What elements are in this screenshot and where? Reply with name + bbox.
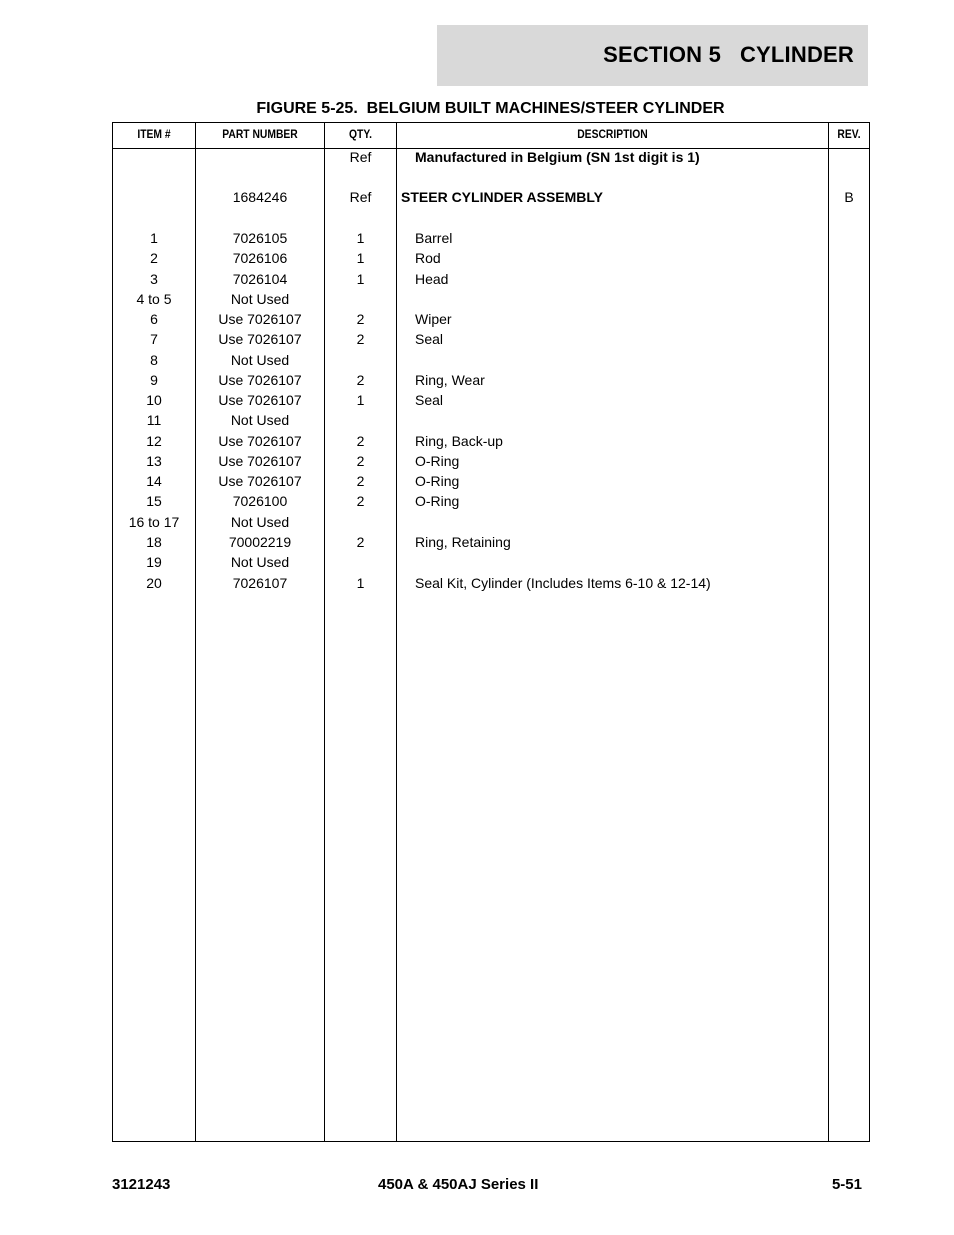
part-number-cell: 7026104 [232, 271, 288, 287]
description-cell: Ring, Back-up [415, 433, 503, 449]
qty-cell: 2 [356, 473, 365, 489]
qty-cell: 2 [356, 331, 365, 347]
part-number-cell: Use 7026107 [218, 331, 302, 347]
description-cell: Seal Kit, Cylinder (Includes Items 6-10 & 12-14) [415, 575, 711, 591]
header-item: ITEM # [137, 127, 171, 141]
part-number-cell: Use 7026107 [218, 311, 302, 327]
item-cell: 13 [146, 453, 162, 469]
part-number-cell: Not Used [230, 352, 290, 368]
part-number-cell: Use 7026107 [218, 433, 302, 449]
item-cell: 6 [150, 311, 158, 327]
qty-cell: 2 [356, 372, 365, 388]
part-number-cell: 7026107 [232, 575, 288, 591]
part-number-cell: Not Used [230, 514, 290, 530]
qty-cell: 2 [356, 433, 365, 449]
item-cell: 1 [150, 230, 158, 246]
part-number-cell: Not Used [230, 554, 290, 570]
description-cell: Wiper [415, 311, 452, 327]
qty-cell: 1 [356, 271, 365, 287]
item-cell: 9 [150, 372, 158, 388]
header-qty: QTY. [349, 127, 372, 141]
item-cell: 14 [146, 473, 162, 489]
rev-cell: B [844, 189, 854, 205]
item-cell: 10 [146, 392, 162, 408]
item-cell: 19 [146, 554, 162, 570]
qty-cell: 1 [356, 250, 365, 266]
section-banner [437, 25, 868, 86]
item-cell: 7 [150, 331, 158, 347]
description-cell: O-Ring [415, 453, 460, 469]
item-cell: 2 [150, 250, 158, 266]
part-number-cell: Not Used [230, 412, 290, 428]
footer-model: 450A & 450AJ Series II [378, 1176, 539, 1193]
description-cell: Manufactured in Belgium (SN 1st digit is 1) [415, 149, 700, 165]
item-cell: 18 [146, 534, 162, 550]
item-cell: 8 [150, 352, 158, 368]
part-number-cell: 7026100 [232, 493, 288, 509]
description-cell: O-Ring [415, 473, 460, 489]
description-cell: Ring, Wear [415, 372, 485, 388]
part-number-cell: Not Used [230, 291, 290, 307]
column-divider [396, 123, 397, 1141]
part-number-cell: Use 7026107 [218, 392, 302, 408]
qty-cell: 2 [356, 311, 365, 327]
item-cell: 15 [146, 493, 162, 509]
footer-page-number: 5-51 [831, 1176, 862, 1193]
footer-doc-number: 3121243 [112, 1176, 171, 1193]
header-description: DESCRIPTION [577, 127, 648, 141]
description-cell: Head [415, 271, 449, 287]
part-number-cell: 1684246 [232, 189, 288, 205]
item-cell: 12 [146, 433, 162, 449]
header-rev: REV. [837, 127, 861, 141]
part-number-cell: Use 7026107 [218, 453, 302, 469]
qty-cell: 2 [356, 534, 365, 550]
item-cell: 4 to 5 [136, 291, 172, 307]
qty-cell: 2 [356, 493, 365, 509]
description-cell: Barrel [415, 230, 453, 246]
part-number-cell: 7026105 [232, 230, 288, 246]
item-cell: 20 [146, 575, 162, 591]
figure-title: FIGURE 5-25. BELGIUM BUILT MACHINES/STEER CYLINDER [256, 100, 725, 117]
description-cell: Ring, Retaining [415, 534, 511, 550]
qty-cell: Ref [349, 189, 372, 205]
column-divider [828, 123, 829, 1141]
qty-cell: Ref [349, 149, 372, 165]
qty-cell: 2 [356, 453, 365, 469]
part-number-cell: Use 7026107 [218, 372, 302, 388]
description-cell: O-Ring [415, 493, 460, 509]
header-part-number: PART NUMBER [222, 127, 298, 141]
item-cell: 11 [146, 412, 162, 428]
part-number-cell: 70002219 [228, 534, 292, 550]
description-cell: Rod [415, 250, 441, 266]
part-number-cell: 7026106 [232, 250, 288, 266]
description-cell: Seal [415, 392, 444, 408]
description-cell: STEER CYLINDER ASSEMBLY [401, 189, 603, 205]
part-number-cell: Use 7026107 [218, 473, 302, 489]
description-cell: Seal [415, 331, 444, 347]
parts-table [112, 122, 870, 1142]
section-title: SECTION 5 CYLINDER [603, 42, 854, 67]
qty-cell: 1 [356, 392, 365, 408]
item-cell: 16 to 17 [128, 514, 180, 530]
qty-cell: 1 [356, 230, 365, 246]
item-cell: 3 [150, 271, 158, 287]
qty-cell: 1 [356, 575, 365, 591]
